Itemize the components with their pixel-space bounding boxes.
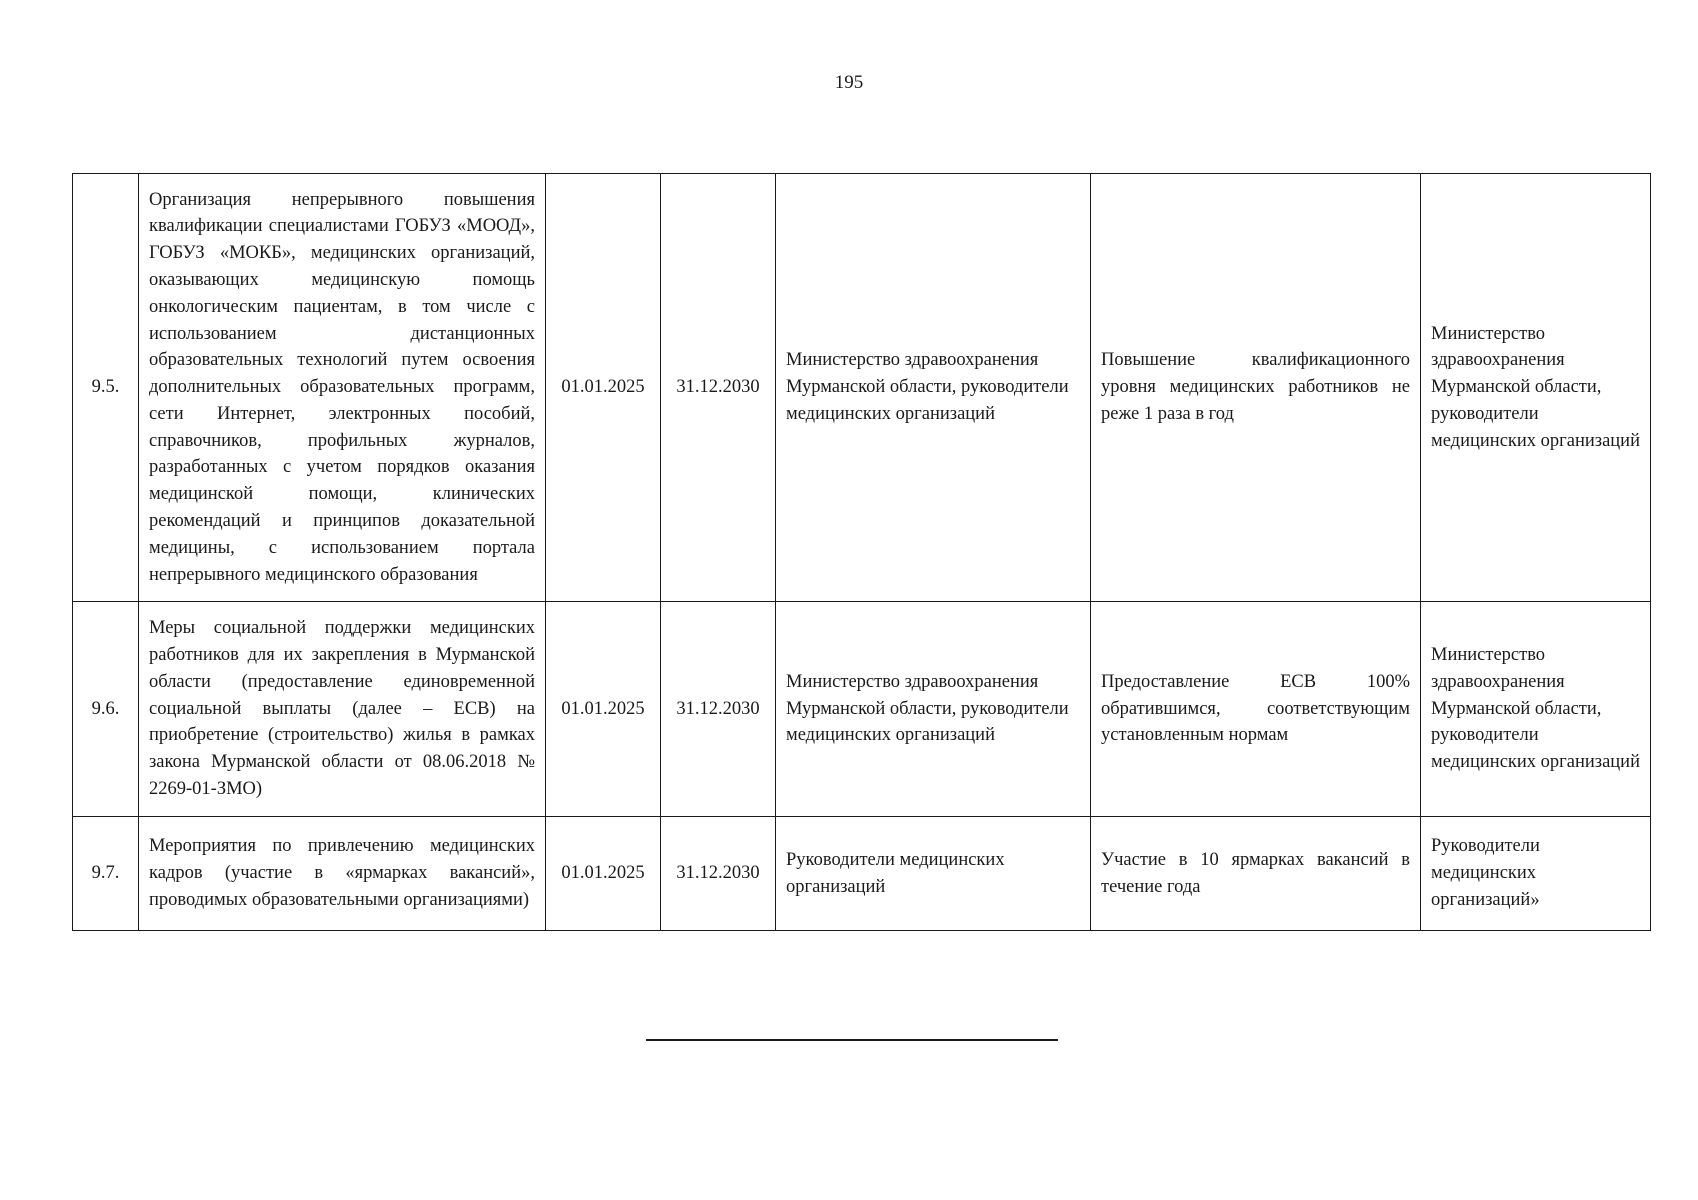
event-cell: Мероприятия по привлечению медицинских кадров (участие в «ярмарках вакансий», проводимых образовательными организациями) xyxy=(139,817,546,931)
end-date: 31.12.2030 xyxy=(661,602,776,817)
table-row xyxy=(73,817,1651,931)
event-cell: Меры социальной поддержки медицинских работников для их закрепления в Мурманской области (предоставление единовременной социальной выплаты (далее – ЕСВ) на приобретение (строительство) жилья в рамках закона Мурманской области от 08.06.2018 № 2269-01-ЗМО) xyxy=(139,602,546,817)
end-date: 31.12.2030 xyxy=(661,174,776,602)
result-cell: Предоставление ЕСВ 100% обратившимся, соответствующим установленным нормам xyxy=(1091,602,1421,817)
result-cell: Повышение квалификационного уровня медицинских работников не реже 1 раза в год xyxy=(1091,174,1421,602)
start-date: 01.01.2025 xyxy=(546,174,661,602)
event-cell: Организация непрерывного повышения квалификации специалистами ГОБУЗ «МООД», ГОБУЗ «МОКБ», медицинских организаций, оказывающих медицинскую помощь онкологическим пациентам, в том числе с использованием дистанционных образовательных технологий путем освоения дополнительных образовательных программ, сети Интернет, электронных пособий, справочников, профильных журналов, разработанных с учетом порядков оказания медицинской помощи, клинических рекомендаций и принципов доказательной медицины, с использованием портала непрерывного медицинского образования xyxy=(139,174,546,602)
measures-table xyxy=(72,173,1651,931)
page-number: 195 xyxy=(834,72,864,93)
responsible-cell: Министерство здравоохранения Мурманской области, руководители медицинских организаций xyxy=(776,602,1091,817)
row-number: 9.6. xyxy=(73,602,139,817)
start-date: 01.01.2025 xyxy=(546,602,661,817)
responsible-cell: Министерство здравоохранения Мурманской области, руководители медицинских организаций xyxy=(776,174,1091,602)
table-row xyxy=(73,174,1651,602)
row-number: 9.5. xyxy=(73,174,139,602)
row-number: 9.7. xyxy=(73,817,139,931)
result-cell: Участие в 10 ярмарках вакансий в течение года xyxy=(1091,817,1421,931)
control-cell: Руководители медицинских организаций» xyxy=(1421,817,1651,931)
control-cell: Министерство здравоохранения Мурманской области, руководители медицинских организаций xyxy=(1421,602,1651,817)
responsible-cell: Руководители медицинских организаций xyxy=(776,817,1091,931)
end-of-document-rule xyxy=(646,1039,1058,1041)
table-row xyxy=(73,602,1651,817)
control-cell: Министерство здравоохранения Мурманской области, руководители медицинских организаций xyxy=(1421,174,1651,602)
end-date: 31.12.2030 xyxy=(661,817,776,931)
start-date: 01.01.2025 xyxy=(546,817,661,931)
